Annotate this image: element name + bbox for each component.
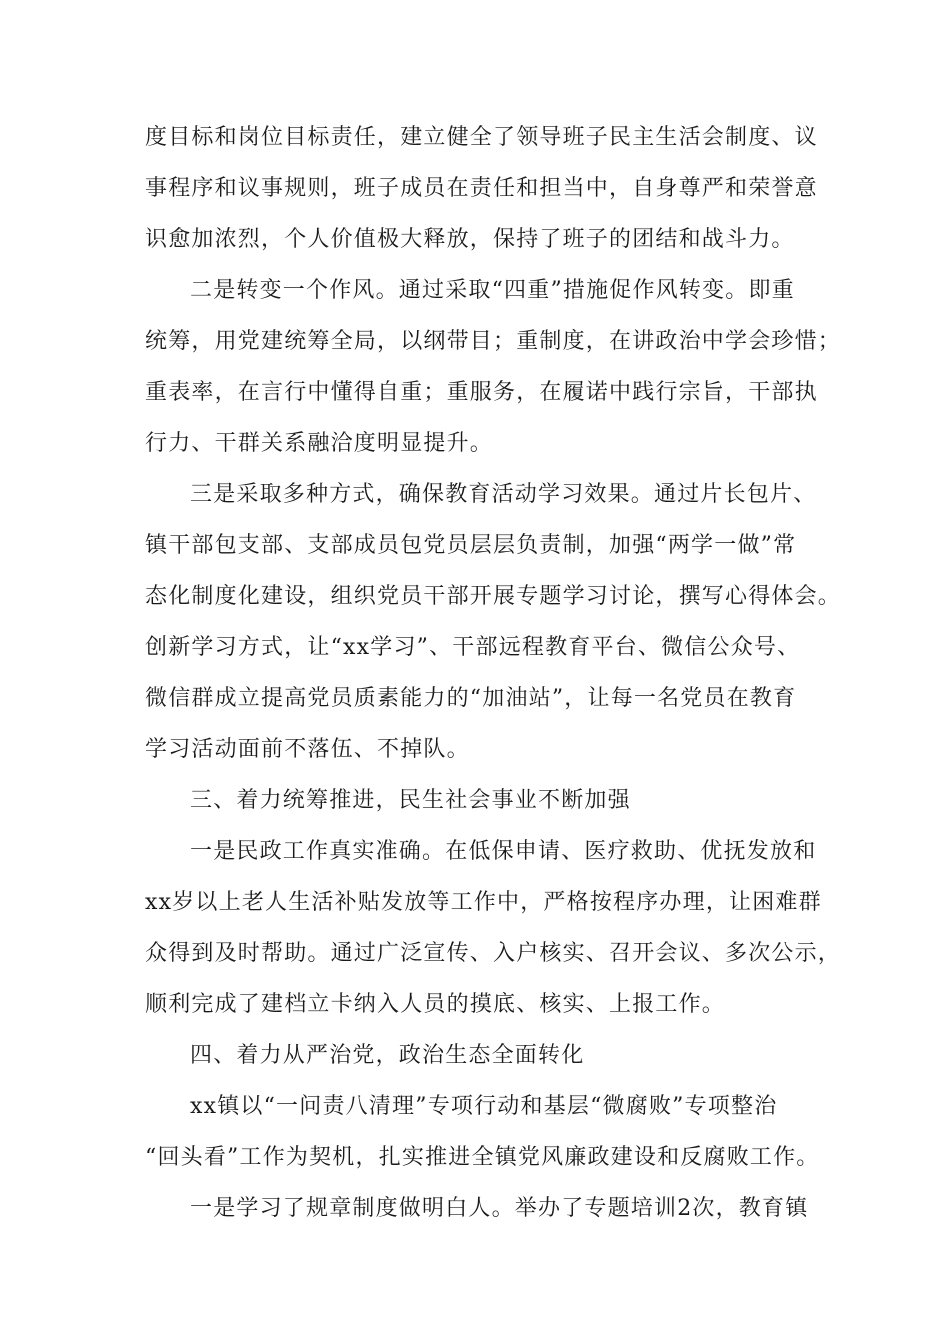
text-line: 事程序和议事规则，班子成员在责任和担当中，自身尊严和荣誉意 (145, 176, 818, 201)
text-line: 众得到及时帮助。通过广泛宣传、入户核实、召开会议、多次公示， (145, 941, 842, 966)
text-line: xx岁以上老人生活补贴发放等工作中，严格按程序办理，让困难群 (145, 890, 822, 915)
text-line: 镇干部包支部、支部成员包党员层层负责制，加强“两学一做”常 (145, 533, 797, 558)
text-line: 态化制度化建设，组织党员干部开展专题学习讨论，撰写心得体会。 (145, 584, 842, 609)
text-line: 学习活动面前不落伍、不掉队。 (145, 737, 470, 762)
text-line: xx镇以“一问责八清理”专项行动和基层“微腐败”专项整治 (190, 1094, 778, 1119)
text-line: 重表率，在言行中懂得自重；重服务，在履诺中践行宗旨，干部执 (145, 380, 818, 405)
text-line: 微信群成立提高党员质素能力的“加油站”，让每一名党员在教育 (145, 686, 797, 711)
text-line: “回头看”工作为契机，扎实推进全镇党风廉政建设和反腐败工作。 (145, 1145, 820, 1170)
text-line: 一是民政工作真实准确。在低保申请、医疗救助、优抚发放和 (190, 839, 817, 864)
section-heading: 四、着力从严治党，政治生态全面转化 (190, 1043, 585, 1068)
text-line: 创新学习方式，让“xx学习”、干部远程教育平台、微信公众号、 (145, 635, 801, 660)
text-line: 统筹，用党建统筹全局，以纲带目；重制度，在讲政治中学会珍惜； (145, 329, 842, 354)
section-heading: 三、着力统筹推进，民生社会事业不断加强 (190, 788, 631, 813)
text-line: 度目标和岗位目标责任，建立健全了领导班子民主生活会制度、议 (145, 125, 818, 150)
text-line: 识愈加浓烈，个人价值极大释放，保持了班子的团结和战斗力。 (145, 227, 795, 252)
text-line: 一是学习了规章制度做明白人。举办了专题培训2次，教育镇 (190, 1196, 809, 1221)
text-line: 二是转变一个作风。通过采取“四重”措施促作风转变。即重 (190, 278, 795, 303)
text-line: 顺利完成了建档立卡纳入人员的摸底、核实、上报工作。 (145, 992, 726, 1017)
text-line: 三是采取多种方式，确保教育活动学习效果。通过片长包片、 (190, 482, 817, 507)
text-line: 行力、干群关系融洽度明显提升。 (145, 431, 494, 456)
